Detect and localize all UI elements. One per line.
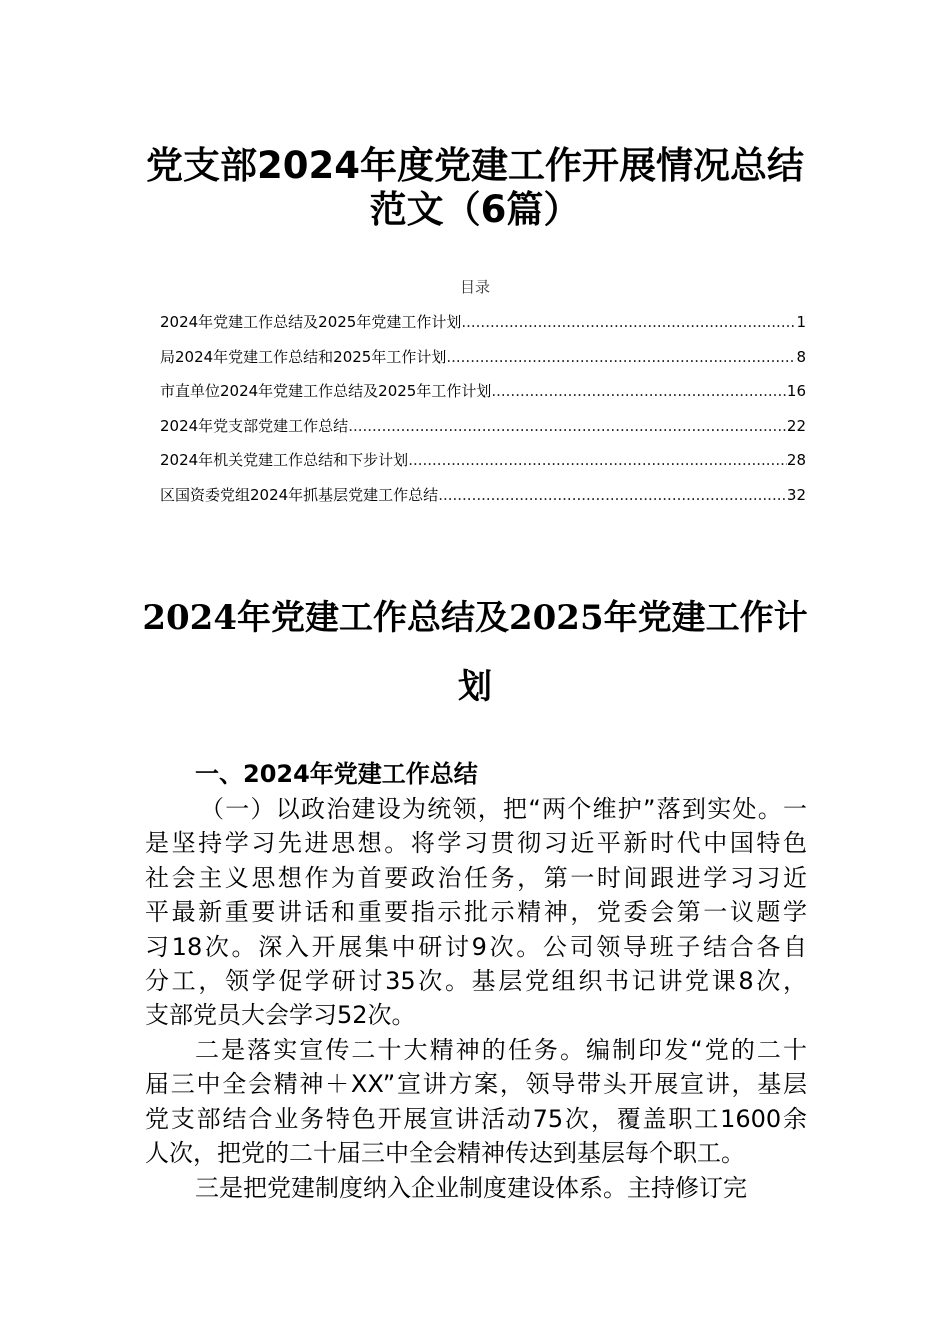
- toc-heading: 目录: [459, 278, 490, 296]
- section-title-line-2: 划: [458, 667, 492, 707]
- paragraph-3: [145, 1171, 807, 1205]
- toc-dot-leader: [446, 344, 796, 370]
- paragraph-line: 二是落实宣传二十大精神的任务。编制印发“党的二十: [195, 1036, 807, 1064]
- paragraph-line: 党支部结合业务特色开展宣讲活动75次，覆盖职工1600余: [145, 1104, 807, 1133]
- toc-page-number: 22: [786, 416, 806, 435]
- toc-entry[interactable]: [160, 344, 806, 379]
- paragraph-line: 习18次。深入开展集中研讨9次。公司领导班子结合各自: [145, 932, 807, 961]
- paragraph-line: （一）以政治建设为统领，把“两个维护”落到实处。一: [200, 795, 807, 823]
- paragraph-line: 三是把党建制度纳入企业制度建设体系。主持修订完: [195, 1174, 747, 1202]
- toc-dot-leader: [438, 482, 787, 508]
- toc-dot-leader: [348, 413, 787, 439]
- toc-entry-title: 2024年党支部党建工作总结: [160, 416, 349, 435]
- section-title-line-1: 2024年党建工作总结及2025年党建工作计: [142, 598, 808, 638]
- toc-entry[interactable]: [160, 482, 806, 517]
- toc-entry[interactable]: [160, 447, 806, 482]
- toc-entry[interactable]: [160, 413, 806, 448]
- paragraph-line: 平最新重要讲话和重要指示批示精神，党委会第一议题学: [145, 898, 807, 927]
- toc-page-number: 16: [786, 382, 806, 401]
- paragraph-line: 届三中全会精神＋XX”宣讲方案，领导带头开展宣讲，基层: [145, 1070, 807, 1099]
- table-of-contents: [160, 309, 806, 517]
- toc-entry[interactable]: [160, 378, 806, 413]
- toc-entry[interactable]: [160, 309, 806, 344]
- toc-entry-title: 2024年党建工作总结及2025年党建工作计划: [160, 313, 462, 331]
- toc-dot-leader: [408, 447, 787, 473]
- paragraph-line: 社会主义思想作为首要政治任务，第一时间跟进学习习近: [145, 863, 807, 892]
- toc-dot-leader: [461, 309, 796, 335]
- document-title-line-1: 党支部2024年度党建工作开展情况总结: [146, 144, 804, 187]
- toc-dot-leader: [491, 378, 787, 404]
- toc-entry-title: 区国资委党组2024年抓基层党建工作总结: [160, 485, 439, 504]
- paragraph-line: 人次，把党的二十届三中全会精神传达到基层每个职工。: [145, 1139, 745, 1168]
- paragraph-1: [145, 792, 807, 1033]
- toc-page-number: 8: [796, 347, 806, 366]
- toc-page-number: 32: [786, 485, 806, 504]
- document-title-line-2: 范文（6篇）: [369, 188, 581, 231]
- toc-entry-title: 市直单位2024年党建工作总结及2025年工作计划: [160, 382, 492, 401]
- toc-page-number: 28: [786, 451, 806, 470]
- paragraph-line: 分工，领学促学研讨35次。基层党组织书记讲党课8次，: [145, 966, 807, 995]
- toc-page-number: 1: [796, 313, 806, 331]
- paragraph-line: 是坚持学习先进思想。将学习贯彻习近平新时代中国特色: [145, 829, 807, 858]
- toc-entry-title: 2024年机关党建工作总结和下步计划: [160, 451, 409, 470]
- toc-entry-title: 局2024年党建工作总结和2025年工作计划: [160, 347, 447, 366]
- paragraph-line: 支部党员大会学习52次。: [145, 1001, 416, 1030]
- paragraph-2: [145, 1033, 807, 1171]
- section-subheading: 一、2024年党建工作总结: [195, 760, 478, 788]
